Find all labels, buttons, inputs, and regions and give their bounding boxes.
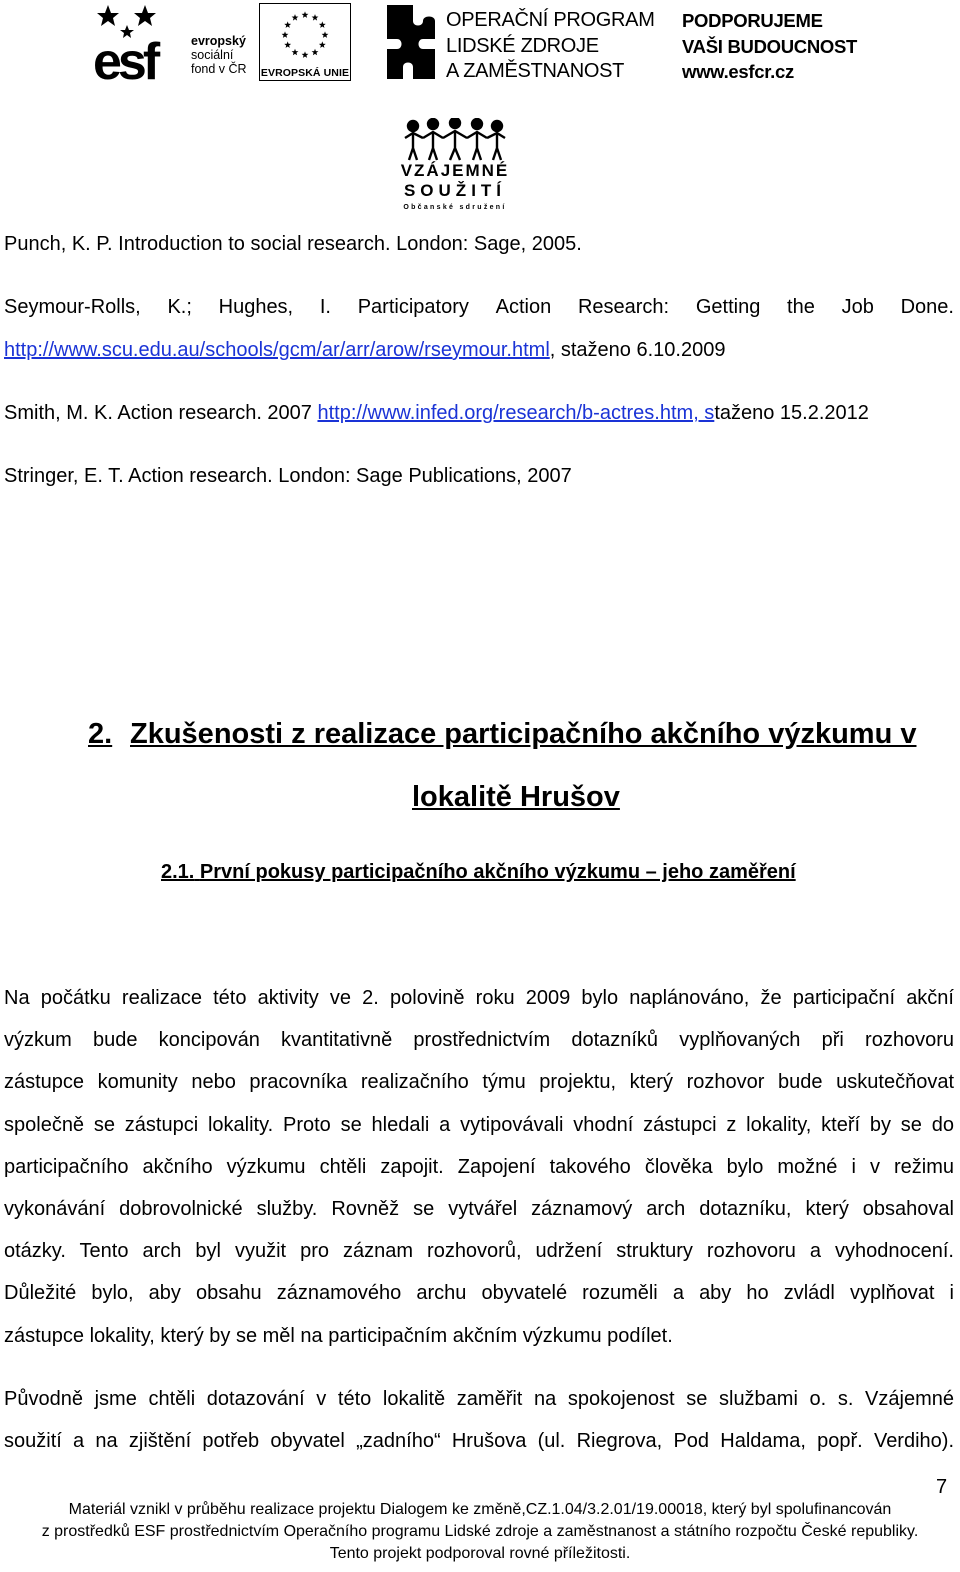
- support-line1: PODPORUJEME: [682, 10, 823, 31]
- org-tagline: Občanské sdružení: [403, 204, 507, 211]
- eu-star-icon: [322, 31, 329, 38]
- reference-seymour-word: Job: [841, 296, 874, 318]
- reference-seymour-word: Getting: [695, 296, 761, 318]
- body-line: Na počátku realizace této aktivity ve 2. polovině roku 2009 bylo naplánováno, že participační akční: [4, 987, 954, 1009]
- op-line1: OPERAČNÍ PROGRAM: [446, 9, 655, 31]
- body-line: participačního akčního výzkumu chtěli zapojit. Zapojení takového člověka bylo možné i v režimu: [4, 1156, 954, 1178]
- reference-stringer: Stringer, E. T. Action research. London: Sage Publications, 2007: [4, 465, 572, 487]
- reference-seymour-link[interactable]: http://www.scu.edu.au/schools/gcm/ar/arr/arow/rseymour.html: [4, 339, 550, 361]
- reference-seymour-word: Research:: [577, 296, 670, 318]
- reference-seymour-word: Hughes,: [218, 296, 294, 318]
- eu-star-icon: [302, 11, 309, 18]
- reference-smith: [4, 401, 869, 425]
- op-line3: A ZAMĚSTNANOST: [446, 60, 625, 82]
- people-icon: [399, 118, 511, 162]
- reference-smith-prefix: Smith, M. K. Action research. 2007: [4, 402, 318, 424]
- org-name-line1: VZÁJEMNÉ: [400, 161, 510, 180]
- body-line: výzkum bude koncipován kvantitativně prostřednictvím dotazníků vyplňovaných při rozhovoru: [4, 1029, 954, 1051]
- subsection-number: 2.1.: [161, 861, 195, 883]
- support-url: www.esfcr.cz: [682, 61, 794, 82]
- reference-seymour-word: the: [787, 296, 815, 318]
- body-line: společně se zástupci lokality. Proto se hledali a vytipovávali vhodní zástupci z lokality, kteří by se do: [4, 1114, 954, 1136]
- section-heading-number: 2.: [88, 718, 113, 750]
- reference-seymour-word: I.: [319, 296, 331, 318]
- eu-star-icon: [312, 49, 319, 56]
- reference-punch: Punch, K. P. Introduction to social research. London: Sage, 2005.: [4, 233, 582, 255]
- op-program-name: [446, 8, 655, 85]
- body-line: zástupce lokality, který by se měl na participačním akčním výzkumu podílet.: [4, 1325, 673, 1347]
- footer-line-2: z prostředků ESF prostřednictvím Operačního programu Lidské zdroje a zaměstnanost a státního rozpočtu České republiky.: [41, 1523, 919, 1540]
- eu-star-icon: [319, 21, 326, 28]
- eu-star-icon: [312, 14, 319, 21]
- eu-stars-icon: [260, 6, 350, 66]
- support-slogan: [682, 8, 857, 85]
- reference-seymour-word: Participatory: [357, 296, 469, 318]
- eu-star-icon: [302, 51, 309, 58]
- body-line: zástupce komunity nebo pracovníka realizačního týmu projektu, který rozhovor bude uskutečňovat: [4, 1071, 954, 1093]
- section-heading-line2: lokalitě Hrušov: [412, 781, 620, 813]
- reference-seymour-word: Action: [495, 296, 552, 318]
- org-name-line2: SOUŽITÍ: [403, 181, 507, 200]
- body-line: soužití a na zjištění potřeb obyvatel „zadního“ Hrušova (ul. Riegrova, Pod Haldama, popř. Verdiho).: [4, 1430, 954, 1452]
- footer-line-1: Materiál vznikl v průběhu realizace projektu Dialogem ke změně,CZ.1.04/3.2.01/19.00018, který byl spolufinancován: [68, 1501, 892, 1518]
- eu-star-icon: [284, 41, 291, 48]
- subsection-heading: [161, 860, 796, 884]
- body-line: Důležité bylo, aby obsahu záznamového archu obyvatelé rozuměli a aby ho zvládl vyplňovat i: [4, 1282, 954, 1304]
- body-line: Původně jsme chtěli dotazování v této lokalitě zaměřit na spokojenost se službami o. s. Vzájemné: [4, 1388, 954, 1410]
- eu-label: EVROPSKÁ UNIE: [260, 67, 350, 79]
- op-line2: LIDSKÉ ZDROJE: [446, 34, 599, 57]
- op-puzzle-icon: [383, 3, 439, 81]
- eu-star-icon: [292, 14, 299, 21]
- reference-seymour-word: K.;: [167, 296, 192, 318]
- esf-text-line3: fond v ČR: [191, 62, 247, 76]
- reference-smith-suffix: taženo 15.2.2012: [714, 402, 869, 424]
- vzajemne-souziti-logo: [399, 118, 511, 214]
- support-line2: VAŠI BUDOUCNOST: [682, 35, 858, 57]
- esf-text-line1: evropský: [191, 34, 246, 48]
- footer-line-3: Tento projekt podporoval rovné příležitosti.: [329, 1545, 631, 1562]
- reference-smith-link[interactable]: http://www.infed.org/research/b-actres.htm, s: [317, 402, 715, 424]
- eu-star-icon: [319, 41, 326, 48]
- svg-text:esf: esf: [93, 33, 157, 81]
- esf-logo-mark: [93, 3, 189, 81]
- body-line: otázky. Tento arch byl využit pro záznam rozhovorů, udržení struktury rozhovoru a vyhodnocení.: [4, 1240, 954, 1262]
- page-number: 7: [936, 1476, 948, 1498]
- reference-seymour-line1: [4, 295, 954, 319]
- eu-star-icon: [282, 31, 289, 38]
- eu-flag-logo: [259, 3, 351, 81]
- body-line: vykonávání dobrovolnické služby. Rovněž se vytvářel záznamový arch dotazníku, který obsahoval: [4, 1198, 954, 1220]
- reference-seymour-suffix: , staženo 6.10.2009: [549, 339, 726, 361]
- section-heading-line1: Zkušenosti z realizace participačního akčního výzkumu v: [130, 718, 917, 750]
- eu-star-icon: [284, 21, 291, 28]
- reference-seymour-line2: [4, 338, 725, 362]
- subsection-title: První pokusy participačního akčního výzkumu – jeho zaměření: [199, 861, 796, 883]
- reference-seymour-word: Seymour-Rolls,: [4, 296, 141, 318]
- esf-text-line2: sociální: [191, 48, 234, 62]
- esf-logo: [93, 3, 253, 81]
- eu-star-icon: [292, 49, 299, 56]
- reference-seymour-word: Done.: [900, 296, 954, 318]
